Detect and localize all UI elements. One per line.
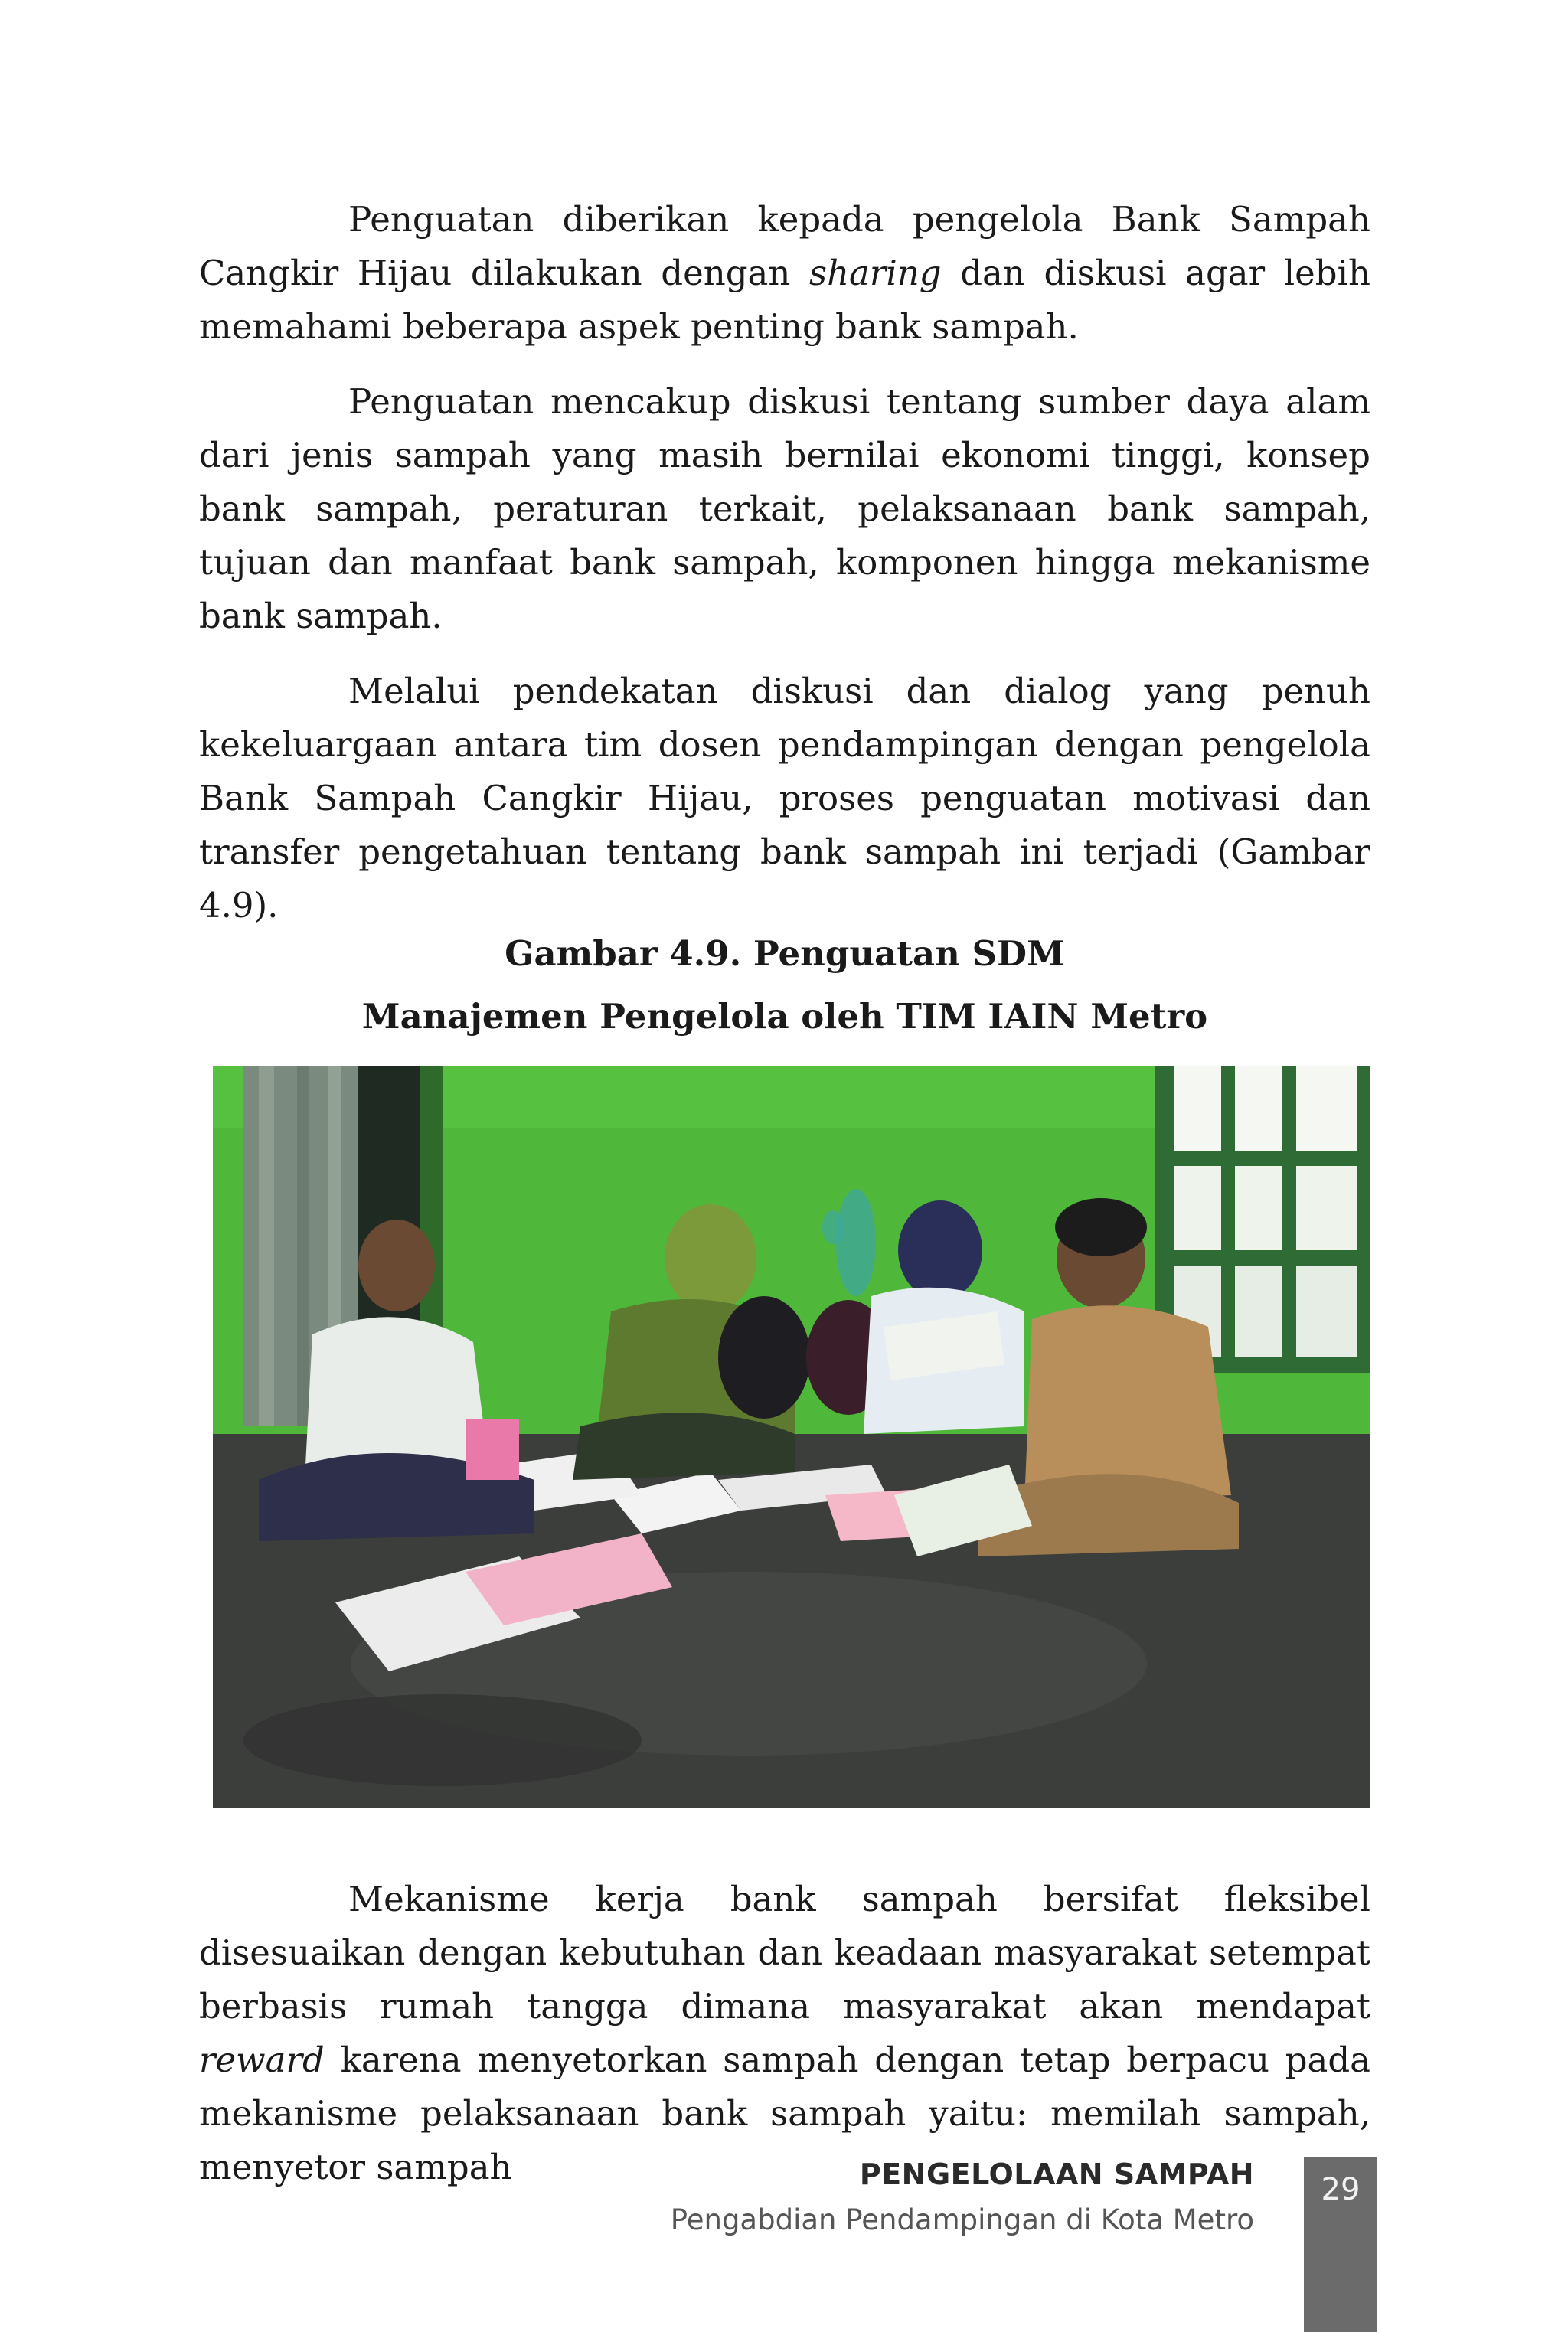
paragraph-1-emphasis: sharing: [808, 253, 942, 293]
person-middle-left: [665, 1204, 756, 1311]
paragraph-4-emphasis: reward: [199, 2040, 325, 2080]
photo-illustration: [213, 1066, 1370, 1808]
paragraph-3: Melalui pendekatan diskusi dan dialog yang penuh kekeluargaan antara tim dosen pendampingan dengan pengelola Bank Sampah Cangkir Hijau, proses penguatan motivasi dan transfer pengetahuan tentang bank sampah ini terjadi (Gambar 4.9).: [199, 671, 1370, 926]
page-number-tab: [1304, 2157, 1377, 2332]
figure-photo: [213, 1066, 1370, 1808]
footer-book-title: PENGELOLAAN SAMPAH: [859, 2157, 1254, 2191]
paragraph-1-text-b: dan diskusi agar lebih memahami beberapa aspek penting bank sampah.: [199, 253, 1370, 347]
page-number: 29: [1321, 2172, 1361, 2207]
person-middle-right: [898, 1200, 982, 1300]
person-left: [358, 1220, 435, 1311]
paragraph-4: [199, 1873, 1370, 2194]
paragraph-4-text-a: Mekanisme kerja bank sampah bersifat fleksibel disesuaikan dengan kebutuhan dan keadaan masyarakat setempat berbasis rumah tangga dimana masyarakat akan mendapat: [199, 1879, 1370, 2027]
paragraph-1: [199, 193, 1370, 354]
figure-caption-line-2: Manajemen Pengelola oleh TIM IAIN Metro: [361, 996, 1208, 1037]
paragraph-1-text-a: Penguatan diberikan kepada pengelola Bank Sampah Cangkir Hijau dilakukan dengan: [199, 199, 1370, 293]
figure-caption-line-1: Gambar 4.9. Penguatan SDM: [505, 933, 1065, 974]
body-text-bottom: [199, 1873, 1370, 2194]
footer-book-subtitle: Pengabdian Pendampingan di Kota Metro: [670, 2203, 1254, 2236]
paragraph-2: Penguatan mencakup diskusi tentang sumber daya alam dari jenis sampah yang masih bernilai ekonomi tinggi, konsep bank sampah, peraturan terkait, pelaksanaan bank sampah, tujuan dan manfaat bank sampah, komponen hingga mekanisme bank sampah.: [199, 381, 1370, 636]
body-text-top: [199, 193, 1370, 932]
figure-caption: [199, 923, 1370, 1048]
paragraph-4-text-b: karena menyetorkan sampah dengan tetap berpacu pada mekanisme pelaksanaan bank sampah yaitu: memilah sampah, menyetor sampah: [199, 2040, 1370, 2187]
